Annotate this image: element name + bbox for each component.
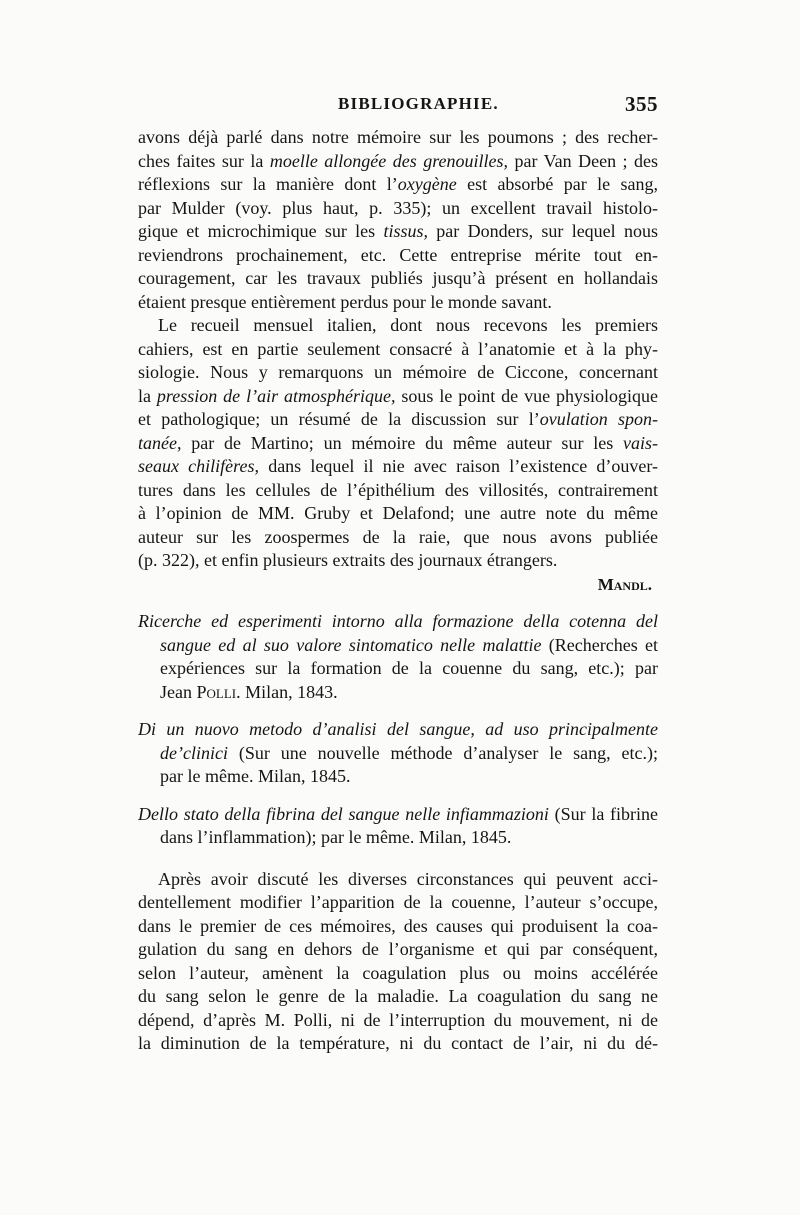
text-line: de’clinici (Sur une nouvelle méthode d’analyser le sang, etc.);: [160, 742, 658, 763]
reference-entry: [138, 610, 658, 704]
text-line: du sang selon le genre de la maladie. La coagulation du sang ne: [138, 986, 658, 1006]
text-line: Le recueil mensuel italien, dont nous recevons les premiers: [158, 315, 658, 335]
text-line: seaux chilifères, dans lequel il nie avec raison l’existence d’ouver-: [138, 456, 658, 476]
text-line: Di un nuovo metodo d’analisi del sangue, ad uso principalmente: [138, 719, 658, 739]
running-head: [138, 94, 658, 120]
text-line: couragement, car les travaux publiés jusqu’à présent en hollandais: [138, 268, 658, 288]
reference-entry: [138, 718, 658, 789]
body-text: [138, 126, 658, 1056]
text-line: tanée, par de Martino; un mémoire du même auteur sur les vais-: [138, 432, 658, 453]
text-line: dans le premier de ces mémoires, des causes qui produisent la coa-: [138, 915, 658, 936]
paragraph-discussion: [138, 868, 658, 1056]
text-line: par le même. Milan, 1845.: [160, 766, 351, 786]
text-line: ches faites sur la moelle allongée des grenouilles, par Van Deen ; des: [138, 150, 658, 171]
text-line: Dello stato della fibrina del sangue nelle infiammazioni (Sur la fibrine: [138, 803, 658, 824]
text-line: auteur sur les zoospermes de la raie, que nous avons publiée: [138, 526, 658, 547]
text-line: avons déjà parlé dans notre mémoire sur les poumons ; des recher-: [138, 127, 658, 147]
page-number: 355: [625, 92, 658, 116]
paragraph-continuation: [138, 126, 658, 314]
text-line: Ricerche ed esperimenti intorno alla formazione della cotenna del: [138, 611, 658, 631]
text-line: tures dans les cellules de l’épithélium des villosités, contrairement: [138, 479, 658, 500]
text-line: Après avoir discuté les diverses circonstances qui peuvent acci-: [158, 868, 658, 889]
text-line: et pathologique; un résumé de la discussion sur l’ovulation spon-: [138, 409, 658, 429]
author-signature: Mandl.: [597, 574, 652, 594]
text-line: réflexions sur la manière dont l’oxygène est absorbé par le sang,: [138, 174, 658, 194]
text-line: selon l’auteur, amènent la coagulation plus ou moins accélérée: [138, 962, 658, 983]
text-line: cahiers, est en partie seulement consacré à l’anatomie et à la phy-: [138, 338, 658, 359]
text-line: dans l’inflammation); par le même. Milan, 1845.: [160, 827, 512, 847]
text-line: gulation du sang en dehors de l’organisme et qui par conséquent,: [138, 939, 658, 959]
text-line: gique et microchimique sur les tissus, par Donders, sur lequel nous: [138, 221, 658, 241]
text-line: expériences sur la formation de la couenne du sang, etc.); par: [160, 658, 658, 678]
text-line: sangue ed al suo valore sintomatico nelle malattie (Recherches et: [160, 634, 658, 655]
text-line: la pression de l’air atmosphérique, sous le point de vue physiologique: [138, 385, 658, 406]
text-line: (p. 322), et enfin plusieurs extraits des journaux étrangers.: [138, 550, 558, 570]
paragraph-italian-review: [138, 314, 658, 573]
text-line: par Mulder (voy. plus haut, p. 335); un excellent travail histolo-: [138, 197, 658, 218]
reference-entry: [138, 803, 658, 850]
text-line: étaient presque entièrement perdus pour le monde savant.: [138, 291, 552, 312]
text-line: dentellement modifier l’apparition de la couenne, l’auteur s’occupe,: [138, 892, 658, 912]
text-line: siologie. Nous y remarquons un mémoire de Ciccone, concernant: [138, 362, 658, 382]
text-line: à l’opinion de MM. Gruby et Delafond; une autre note du même: [138, 503, 658, 523]
text-line: reviendrons prochainement, etc. Cette entreprise mérite tout en-: [138, 244, 658, 265]
text-line: Jean Polli. Milan, 1843.: [160, 681, 338, 702]
running-head-title: BIBLIOGRAPHIE.: [338, 94, 499, 113]
text-line: dépend, d’après M. Polli, ni de l’interruption du mouvement, ni de: [138, 1009, 658, 1030]
text-line: la diminution de la température, ni du contact de l’air, ni du dé-: [138, 1033, 658, 1053]
